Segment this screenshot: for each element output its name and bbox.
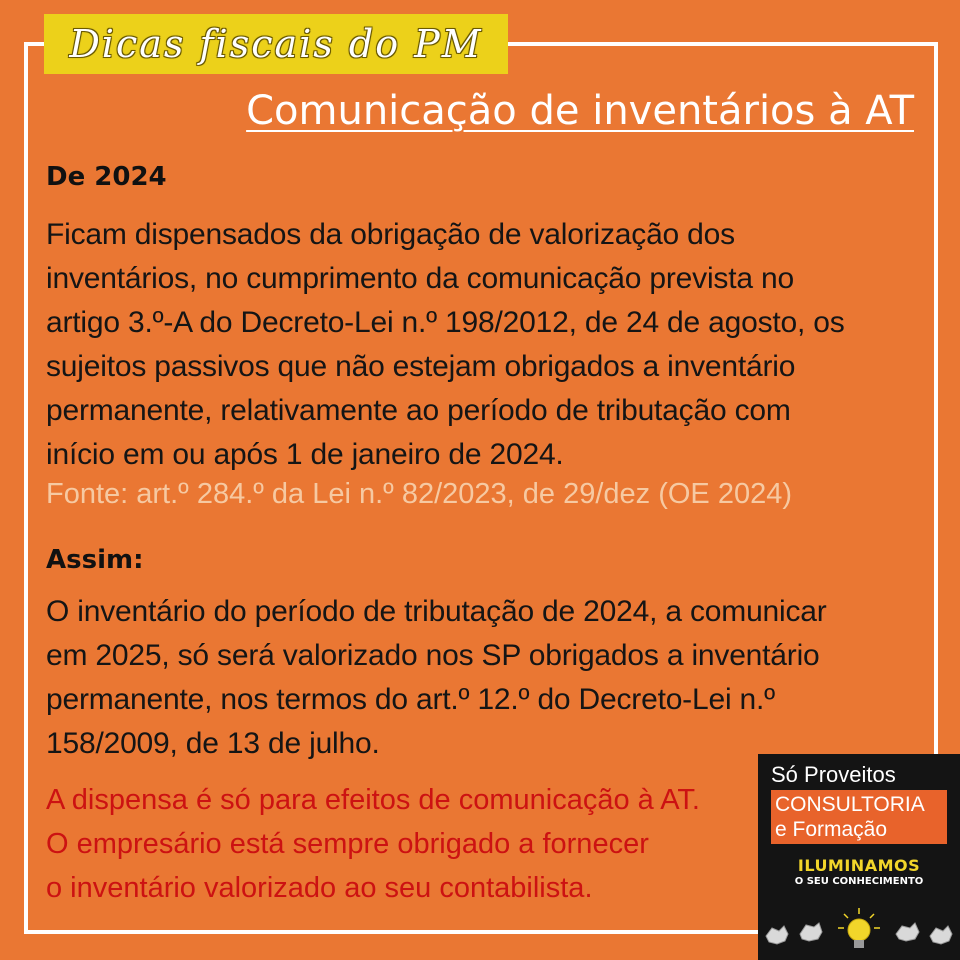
- section1-paragraph: [46, 213, 845, 477]
- logo-slogan-main: ILUMINAMOS: [797, 856, 921, 875]
- paragraph-line: em 2025, só será valorizado nos SP obrigados a inventário: [46, 639, 820, 672]
- note-line: A dispensa é só para efeitos de comunicação à AT.: [46, 784, 700, 816]
- paragraph-line: artigo 3.º-A do Decreto-Lei n.º 198/2012, de 24 de agosto, os: [46, 306, 845, 339]
- lightbulb-icon: [758, 904, 960, 954]
- note-line: o inventário valorizado ao seu contabilista.: [46, 872, 593, 904]
- paragraph-line: inventários, no cumprimento da comunicação prevista no: [46, 262, 794, 295]
- paragraph-line: sujeitos passivos que não estejam obrigados a inventário: [46, 350, 796, 383]
- section1-heading: De 2024: [46, 162, 167, 192]
- logo-line-formacao: e Formação: [775, 818, 888, 841]
- logo-name: Só Proveitos: [771, 762, 896, 787]
- page-title: Comunicação de inventários à AT: [246, 88, 914, 134]
- paragraph-line: permanente, relativamente ao período de tributação com: [46, 394, 791, 427]
- section2-paragraph: [46, 590, 827, 766]
- logo-line-consultoria: CONSULTORIA: [775, 793, 925, 816]
- note-line: O empresário está sempre obrigado a fornecer: [46, 828, 649, 860]
- logo-slogan-sub: O SEU CONHECIMENTO: [794, 876, 924, 887]
- source-citation: Fonte: art.º 284.º da Lei n.º 82/2023, de 29/dez (OE 2024): [46, 478, 792, 510]
- paragraph-line: início em ou após 1 de janeiro de 2024.: [46, 438, 564, 471]
- logo-box: [771, 790, 947, 844]
- paragraph-line: 158/2009, de 13 de julho.: [46, 727, 380, 760]
- warning-note: [46, 778, 700, 910]
- company-logo: [758, 754, 960, 960]
- series-tag: Dicas fiscais do PM: [44, 14, 508, 74]
- section2-heading: Assim:: [46, 545, 144, 575]
- paragraph-line: O inventário do período de tributação de 2024, a comunicar: [46, 595, 827, 628]
- paragraph-line: permanente, nos termos do art.º 12.º do Decreto-Lei n.º: [46, 683, 775, 716]
- paragraph-line: Ficam dispensados da obrigação de valorização dos: [46, 218, 735, 251]
